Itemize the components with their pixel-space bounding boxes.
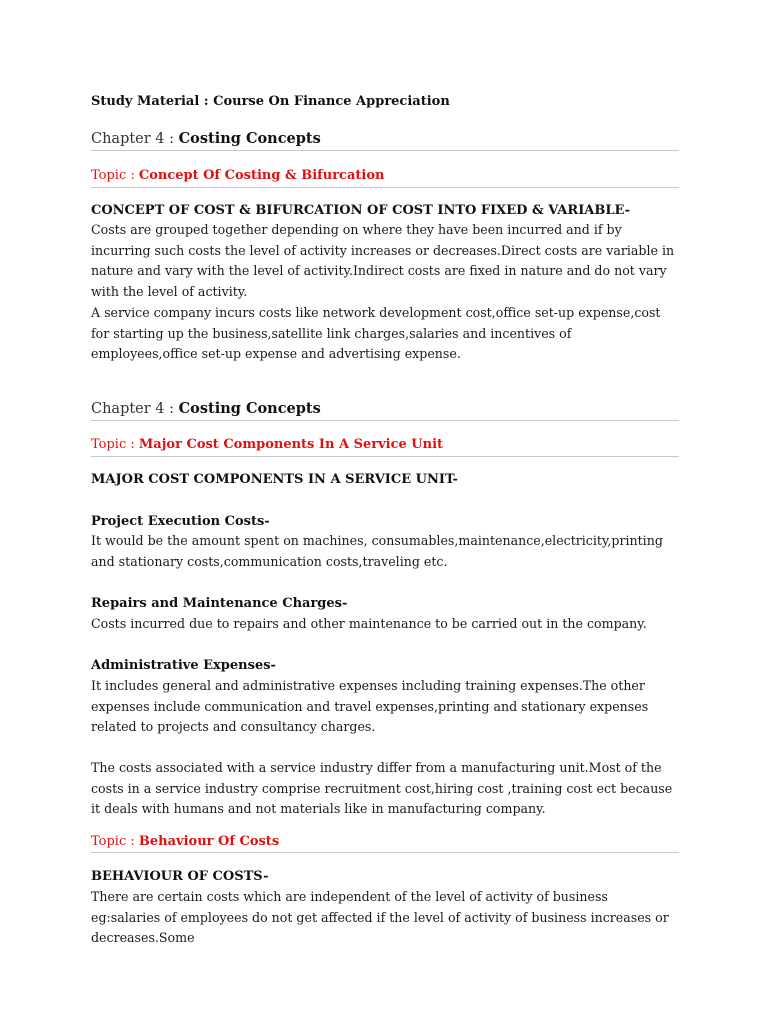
divider [91,456,679,457]
topic-prefix: Topic : [91,437,135,452]
divider [91,852,679,853]
topic-prefix: Topic : [91,168,135,183]
section-heading: MAJOR COST COMPONENTS IN A SERVICE UNIT- [91,472,458,487]
paragraph: It includes general and administrative expenses including training expenses.The other expenses include communication and travel expenses,printing and stationary expenses related to projects and consultancy charges. [91,678,649,735]
paragraph: Costs incurred due to repairs and other maintenance to be carried out in the company. [91,616,647,631]
section-heading: BEHAVIOUR OF COSTS- [91,869,269,884]
topic-name: Behaviour Of Costs [138,834,280,849]
subheading: Administrative Expenses- [91,658,276,673]
topic-header [91,834,279,849]
paragraph: The costs associated with a service industry differ from a manufacturing unit.Most of the costs in a service industry comprise recruitment cost,hiring cost ,training cost ect because it deals with humans and not materials like in manufacturing company. [91,760,673,817]
subheading: Repairs and Maintenance Charges- [91,596,348,611]
topic-name: Concept Of Costing & Bifurcation [138,168,385,183]
study-material-title: Study Material : Course On Finance Appreciation [91,94,450,109]
divider [91,187,679,188]
topic-header [91,168,384,183]
divider [91,420,679,421]
section-heading: CONCEPT OF COST & BIFURCATION OF COST INTO FIXED & VARIABLE- [91,203,631,218]
divider [91,150,679,151]
chapter-header [91,130,321,147]
chapter-prefix: Chapter 4 : [91,401,175,417]
subheading: Project Execution Costs- [91,514,270,529]
topic-name: Major Cost Components In A Service Unit [138,437,444,452]
chapter-header [91,400,321,417]
chapter-title: Costing Concepts [178,400,321,417]
paragraph: It would be the amount spent on machines, consumables,maintenance,electricity,printing and stationary costs,communication costs,traveling etc. [91,533,663,569]
topic-prefix: Topic : [91,834,135,849]
paragraph: A service company incurs costs like network development cost,office set-up expense,cost for starting up the business,satellite link charges,salaries and incentives of employees,office set-up expense and advertising expense. [91,305,661,362]
topic-header [91,437,443,452]
paragraph: There are certain costs which are independent of the level of activity of business eg:salaries of employees do not get affected if the level of activity of business increases or decreases.Some [91,889,669,946]
chapter-title: Costing Concepts [178,130,321,147]
paragraph: Costs are grouped together depending on where they have been incurred and if by incurring such costs the level of activity increases or decreases.Direct costs are variable in nature and vary with the level of activity.Indirect costs are fixed in nature and do not vary with the level of activity. [91,222,675,299]
chapter-prefix: Chapter 4 : [91,131,175,147]
